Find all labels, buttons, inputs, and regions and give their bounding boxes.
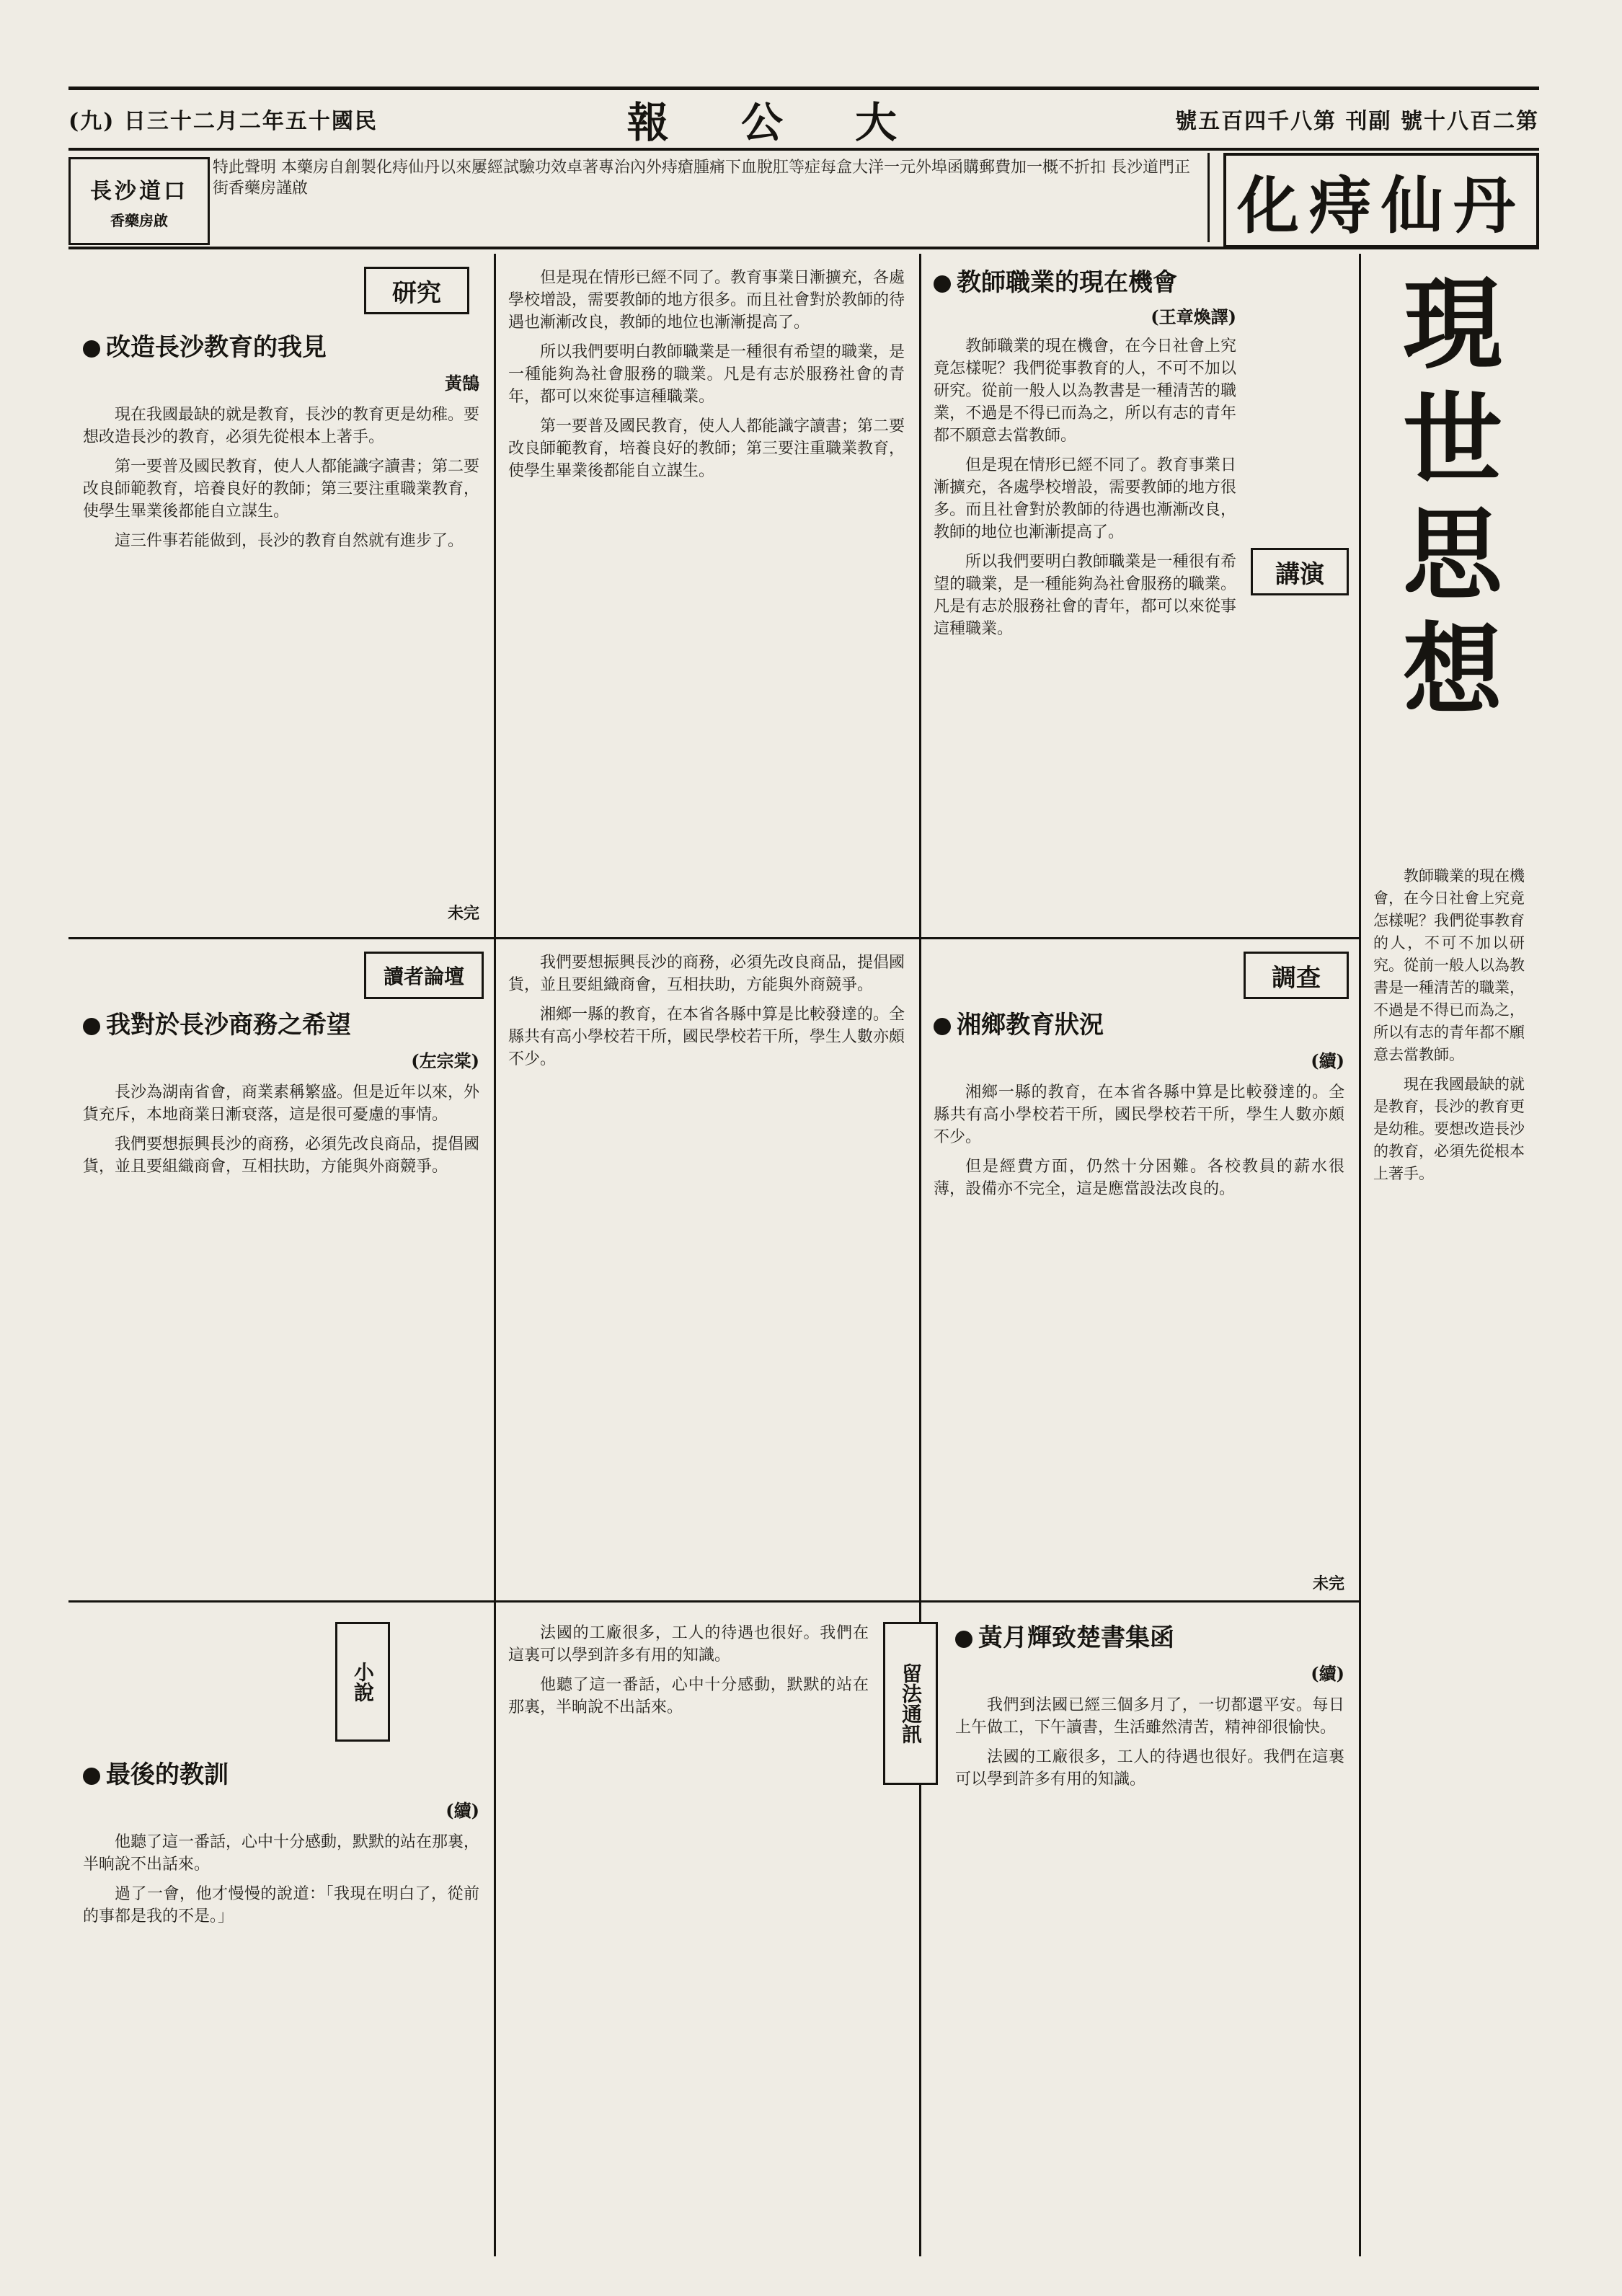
paragraph: 他聽了這一番話，心中十分感動，默默的站在那裏，半晌說不出話來。 [83,1833,479,1874]
row-rule [68,937,1359,939]
readers-body [83,1081,479,1586]
lecture-headline [934,267,1236,298]
investigation-body [934,1081,1344,1586]
masthead-issue: 號五百四千八第 刊副 號十八百二第 [1175,109,1539,134]
research-end-mark: 未完 [447,904,479,923]
newspaper-page [68,87,1539,2256]
masthead-date: (九) 日三十二月二年五十國民 [68,109,378,134]
row-rule [68,1600,1359,1603]
correspondence-title: 黃月輝致楚書集函 [978,1623,1174,1652]
paragraph: 我們要想振興長沙的商務，必須先改良商品，提倡國貨，並且要組織商會，互相扶助，方能與外商競爭。 [83,1135,479,1176]
paragraph: 教師職業的現在機會，在今日社會上究竟怎樣呢？我們從事教育的人，不可不加以研究。從前一般人以為教書是一種清苦的職業，不過是不得已而為之，所以有志的青年都不願意去當教師。 [934,337,1236,445]
section-label-research: 研究 [364,267,469,314]
paragraph: 這三件事若能做到，長沙的教育自然就有進步了。 [115,532,464,550]
paragraph: 現在我國最缺的就是教育，長沙的教育更是幼稚。要想改造長沙的教育，必須先從根本上著手。 [83,406,479,446]
bullet-icon [83,340,100,358]
section-label-novel [335,1622,390,1742]
novel-title: 最後的教訓 [106,1760,229,1789]
pharmacy-ad-title: 化痔仙丹 [1223,153,1539,248]
novel-body [83,1831,479,2249]
readers-headline [83,1009,479,1041]
column-rule [919,254,921,2256]
ad-divider [1207,153,1210,242]
paragraph: 長沙為湖南省會，商業素稱繁盛。但是近年以來，外貨充斥，本地商業日漸衰落，這是很可憂慮的事情。 [83,1083,479,1124]
bullet-icon [934,275,951,293]
novel-author: (續) [446,1800,479,1821]
correspondence-author: (續) [1311,1663,1344,1684]
correspondence-headline [955,1622,1344,1654]
section-label-lecture: 講演 [1251,548,1349,595]
readers-continuation [508,952,905,1586]
paragraph: 法國的工廠很多，工人的待遇也很好。我們在這裏可以學到許多有用的知識。 [955,1748,1344,1789]
paragraph: 湘鄉一縣的教育，在本省各縣中算是比較發達的。全縣共有高小學校若干所，國民學校若干所，學生人數亦頗不少。 [934,1083,1344,1146]
paragraph: 第一要普及國民教育，使人人都能識字讀書；第二要改良師範教育，培養良好的教師；第三要注重職業教育，使學生畢業後都能自立謀生。 [508,417,905,480]
paragraph: 但是現在情形已經不同了。教育事業日漸擴充，各處學校增設，需要教師的地方很多。而且社會對於教師的待遇也漸漸改良，教師的地位也漸漸提高了。 [508,269,905,332]
bullet-icon [955,1631,972,1648]
bullet-icon [83,1018,100,1035]
paragraph: 所以我們要明白教師職業是一種很有希望的職業，是一種能夠為社會服務的職業。凡是有志於服務社會的青年，都可以來從事這種職業。 [508,343,905,406]
masthead-title: 報 公 大 [626,98,926,147]
shop-sub: 香藥房啟 [110,211,168,229]
ad-strip [68,153,1539,249]
bullet-icon [934,1018,951,1035]
investigation-headline [934,1009,1344,1041]
lecture-continuation [508,267,905,923]
research-author: 黃鵠 [445,373,479,394]
section-label-text: 小說 [351,1662,375,1702]
bottom-continuation [508,1622,869,2249]
shop-name: 長沙道口 [90,178,188,204]
research-title: 改造長沙教育的我見 [106,333,327,362]
readers-author: (左宗棠) [411,1050,479,1071]
lecture-title: 教師職業的現在機會 [957,268,1177,297]
ad-copy: 特此聲明 本藥房自創製化痔仙丹以來屢經試驗功效卓著專治內外痔瘡腫痛下血脫肛等症每盒大洋一元外埠函購郵費加一概不折扣 長沙道門正街香藥房謹啟 [213,159,1190,198]
main-title: 現世思想 [1402,265,1502,729]
section-label-readers: 讀者論壇 [364,952,484,999]
paragraph: 所以我們要明白教師職業是一種很有希望的職業，是一種能夠為社會服務的職業。凡是有志於服務社會的青年，都可以來從事這種職業。 [934,553,1236,638]
research-body [83,404,479,894]
section-label-correspondence [883,1622,938,1785]
paragraph: 第一要普及國民教育，使人人都能識字讀書；第二要改良師範教育，培養良好的教師；第三要注重職業教育，使學生畢業後都能自立謀生。 [83,458,479,520]
investigation-title: 湘鄉教育狀況 [957,1011,1104,1040]
section-label-investigation: 調查 [1244,952,1349,999]
paragraph: 但是經費方面，仍然十分困難。各校教員的薪水很薄，設備亦不完全，這是應當設法改良的。 [934,1158,1344,1198]
research-headline [83,332,479,363]
lecture-author: (王章煥譯) [1151,306,1236,327]
lecture-body [934,335,1236,926]
readers-title: 我對於長沙商務之希望 [106,1011,351,1040]
paragraph: 過了一會，他才慢慢的說道：「我現在明白了，從前的事都是我的不是。」 [83,1885,479,1925]
masthead [68,87,1539,151]
bullet-icon [83,1768,100,1785]
paragraph: 他聽了這一番話，心中十分感動，默默的站在那裏，半晌說不出話來。 [508,1676,869,1716]
paragraph: 現在我國最缺的就是教育，長沙的教育更是幼稚。要想改造長沙的教育，必須先從根本上著手。 [1373,1076,1525,1182]
paragraph: 湘鄉一縣的教育，在本省各縣中算是比較發達的。全縣共有高小學校若干所，國民學校若干所，學生人數亦頗不少。 [508,1006,905,1068]
paragraph: 法國的工廠很多，工人的待遇也很好。我們在這裏可以學到許多有用的知識。 [508,1624,869,1665]
paragraph: 教師職業的現在機會，在今日社會上究竟怎樣呢？我們從事教育的人，不可不加以研究。從前一般人以為教書是一種清苦的職業，不過是不得已而為之，所以有志的青年都不願意去當教師。 [1373,867,1525,1063]
column-rule [494,254,496,2256]
section-label-text: 留法通訊 [899,1663,923,1744]
investigation-end-mark: 未完 [1312,1574,1344,1593]
paragraph: 我們要想振興長沙的商務，必須先改良商品，提倡國貨，並且要組織商會，互相扶助，方能與外商競爭。 [508,954,905,994]
title-column-text [1373,865,1525,2249]
column-rule [1359,254,1361,2256]
investigation-author: (續) [1311,1050,1344,1071]
paragraph: 我們到法國已經三個多月了，一切都還平安。每日上午做工，下午讀書，生活雖然清苦，精神卻很愉快。 [955,1696,1344,1737]
correspondence-body [955,1694,1344,2249]
shop-ad-box [68,157,210,245]
novel-headline [83,1759,479,1791]
paragraph: 但是現在情形已經不同了。教育事業日漸擴充，各處學校增設，需要教師的地方很多。而且社會對於教師的待遇也漸漸改良，教師的地位也漸漸提高了。 [934,456,1236,541]
